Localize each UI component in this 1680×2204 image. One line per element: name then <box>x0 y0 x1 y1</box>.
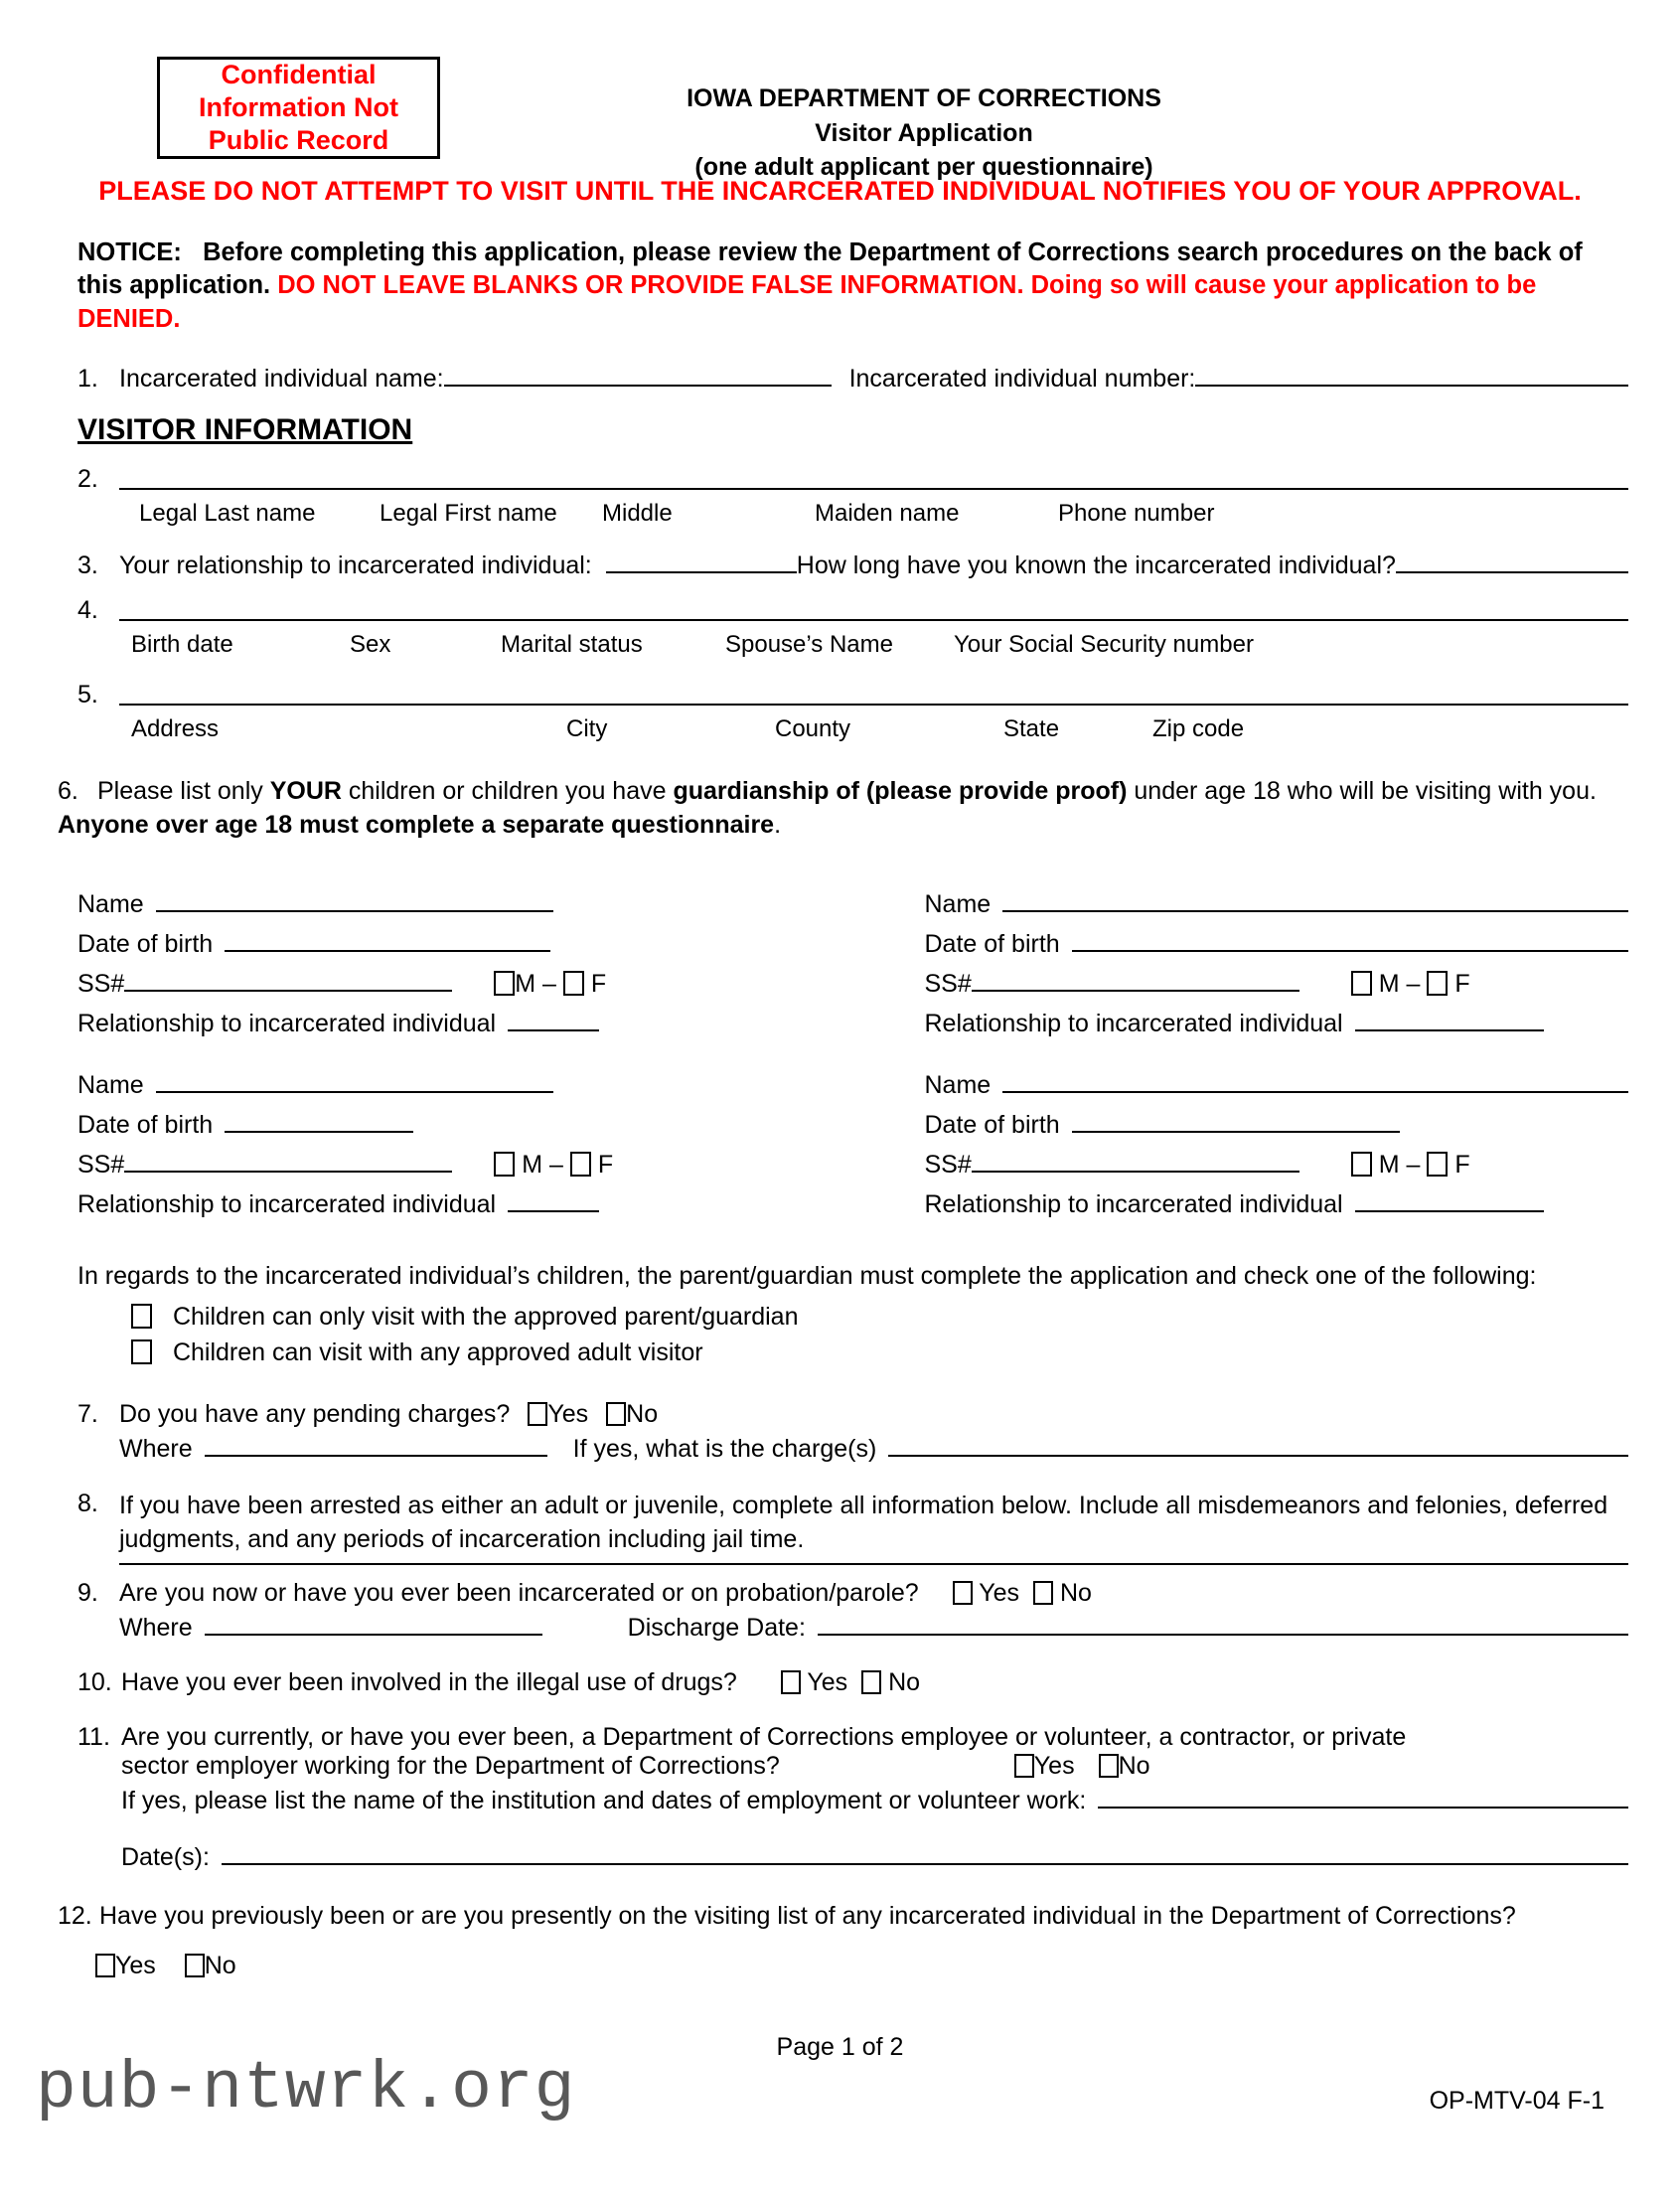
q12-question-label: Have you previously been or are you presently on the visiting list of any incarcerated individual in the Department of Corrections? <box>99 1902 1516 1931</box>
q6-text-3: under age 18 who will be visiting with you. <box>1127 777 1597 806</box>
q9-number: 9. <box>77 1578 98 1607</box>
child-3-dob-label: Date of birth <box>77 1110 214 1139</box>
q11-no-checkbox[interactable] <box>1099 1754 1119 1778</box>
child-3-name-input[interactable] <box>156 1065 553 1093</box>
child-3-ssn-input[interactable] <box>124 1145 452 1173</box>
child-entry-1 <box>77 884 853 1043</box>
child-4-relationship-label: Relationship to incarcerated individual <box>924 1189 1343 1218</box>
q6-text-1: Please list only <box>97 777 270 806</box>
question-2 <box>77 465 1628 534</box>
child-1-male-label: M <box>515 969 536 998</box>
child-2-female-label: F <box>1454 969 1470 998</box>
child-2-name-input[interactable] <box>1002 884 1628 912</box>
q2-captions <box>119 500 1628 534</box>
q9-yes-label: Yes <box>979 1578 1019 1607</box>
document-footer <box>0 2033 1680 2152</box>
q2-caption-legal-first-name: Legal First name <box>380 499 557 527</box>
guardian-note-text: In regards to the incarcerated individual’s children, the parent/guardian must complete the application and check one of the following: <box>77 1261 1537 1290</box>
child-4-ssn-label: SS# <box>924 1150 972 1179</box>
q3-number: 3. <box>77 551 98 580</box>
child-1-male-checkbox[interactable] <box>494 971 515 996</box>
q11-line-2: sector employer working for the Department of Corrections? <box>121 1751 780 1780</box>
q7-question-label: Do you have any pending charges? <box>119 1399 511 1428</box>
notice-red-text: DO NOT LEAVE BLANKS OR PROVIDE FALSE INFORMATION. Doing so will cause your application to be DENIED. <box>77 271 1537 334</box>
child-1-name-label: Name <box>77 889 144 918</box>
question-1 <box>77 359 1628 394</box>
child-1-relationship-label: Relationship to incarcerated individual <box>77 1009 497 1037</box>
child-4-female-label: F <box>1454 1150 1470 1179</box>
q6-text-2: children or children you have <box>341 777 674 806</box>
question-4 <box>77 596 1628 665</box>
q4-caption-spouse-name: Spouse’s Name <box>725 631 893 659</box>
child-entry-2 <box>853 884 1629 1043</box>
q4-caption-ssn: Your Social Security number <box>954 631 1254 659</box>
q6-number: 6. <box>58 777 78 806</box>
question-12 <box>58 1900 1628 1980</box>
child-2-male-checkbox[interactable] <box>1351 971 1372 996</box>
child-3-relationship-label: Relationship to incarcerated individual <box>77 1189 497 1218</box>
q1-number-input[interactable] <box>1195 359 1628 387</box>
guardian-option-1-checkbox[interactable] <box>131 1304 152 1329</box>
child-3-female-checkbox[interactable] <box>570 1152 591 1177</box>
q12-number: 12. <box>58 1902 92 1931</box>
child-4-female-checkbox[interactable] <box>1427 1152 1448 1177</box>
title-block <box>427 81 1421 185</box>
q9-where-label: Where <box>119 1613 193 1642</box>
guardian-option-1[interactable] <box>131 1301 1628 1335</box>
q9-discharge-input[interactable] <box>818 1608 1628 1636</box>
child-1-name-input[interactable] <box>156 884 553 912</box>
child-4-name-label: Name <box>924 1070 992 1099</box>
q3-duration-input[interactable] <box>1396 546 1628 573</box>
q10-no-label: No <box>888 1667 921 1696</box>
q4-caption-birth-date: Birth date <box>131 631 233 659</box>
confidential-stamp <box>157 57 440 159</box>
child-4-dob-input[interactable] <box>1072 1105 1400 1133</box>
q2-caption-phone-number: Phone number <box>1058 499 1215 527</box>
q9-no-label: No <box>1059 1578 1092 1607</box>
q5-caption-city: City <box>566 715 608 743</box>
question-8 <box>77 1490 1628 1565</box>
q6-bold-separate-questionnaire: Anyone over age 18 must complete a separate questionnaire <box>58 810 775 839</box>
q11-yes-checkbox[interactable] <box>1014 1754 1034 1778</box>
q2-number: 2. <box>77 464 98 493</box>
child-4-male-checkbox[interactable] <box>1351 1152 1372 1177</box>
question-9 <box>77 1579 1628 1643</box>
child-3-dob-input[interactable] <box>225 1105 413 1133</box>
child-4-name-input[interactable] <box>1002 1065 1628 1093</box>
guardian-option-2[interactable] <box>131 1337 1628 1370</box>
q9-yes-checkbox[interactable] <box>953 1581 973 1605</box>
child-4-male-label: M <box>1378 1150 1400 1179</box>
confidential-line-1: Confidential <box>221 60 377 90</box>
q6-text-4: . <box>774 810 782 839</box>
q7-yes-label: Yes <box>547 1399 589 1428</box>
child-1-relationship-input[interactable] <box>508 1004 599 1031</box>
q11-yes-label: Yes <box>1033 1751 1075 1780</box>
child-1-dash: – <box>542 969 556 998</box>
q7-number: 7. <box>77 1399 98 1428</box>
children-block-row-1 <box>77 884 1628 1043</box>
child-1-female-label: F <box>590 969 607 998</box>
question-3 <box>77 546 1628 580</box>
child-4-relationship-input[interactable] <box>1355 1184 1544 1212</box>
q8-answer-line[interactable] <box>119 1563 1628 1565</box>
notice-black-text: Before completing this application, please review the Department of Corrections search procedures on the back of this application. <box>77 237 1583 300</box>
q10-no-checkbox[interactable] <box>861 1670 881 1694</box>
q11-line-1: Are you currently, or have you ever been, a Department of Corrections employee or volunteer, a contractor, or private <box>121 1722 1407 1751</box>
q11-institution-input[interactable] <box>1098 1781 1628 1809</box>
question-7 <box>77 1400 1628 1464</box>
q3-relationship-label: Your relationship to incarcerated individual: <box>119 551 592 580</box>
q7-no-label: No <box>626 1399 659 1428</box>
q4-number: 4. <box>77 596 98 625</box>
q2-caption-legal-last-name: Legal Last name <box>139 499 316 527</box>
child-3-name-label: Name <box>77 1070 144 1099</box>
q7-where-input[interactable] <box>205 1429 547 1457</box>
document-header <box>0 30 1680 181</box>
q12-yes-checkbox[interactable] <box>95 1954 115 1977</box>
q7-yes-checkbox[interactable] <box>528 1402 547 1426</box>
q1-number: 1. <box>77 364 98 393</box>
child-2-dash: – <box>1406 969 1421 998</box>
q4-input-line[interactable] <box>119 619 1628 621</box>
q3-duration-label: How long have you known the incarcerated individual? <box>796 551 1396 580</box>
q5-number: 5. <box>77 681 98 709</box>
child-1-dob-input[interactable] <box>225 924 550 952</box>
child-1-ssn-input[interactable] <box>124 964 452 992</box>
child-2-relationship-label: Relationship to incarcerated individual <box>924 1009 1343 1037</box>
child-4-ssn-input[interactable] <box>972 1145 1299 1173</box>
q2-input-line[interactable] <box>119 488 1628 490</box>
q5-caption-address: Address <box>131 715 220 743</box>
q10-question-label: Have you ever been involved in the illegal use of drugs? <box>121 1667 737 1696</box>
child-3-dash: – <box>549 1150 563 1179</box>
q8-text: If you have been arrested as either an adult or juvenile, complete all information below. Include all misdemeanors and felonies, deferred judgments, and any periods of incarceration including jail time. <box>119 1492 1608 1553</box>
question-11 <box>77 1723 1628 1873</box>
form-code: OP-MTV-04 F-1 <box>1429 2087 1604 2115</box>
child-1-female-checkbox[interactable] <box>563 971 584 996</box>
q11-dates-label: Date(s): <box>121 1843 210 1872</box>
q8-number: 8. <box>77 1490 98 1518</box>
q10-number: 10. <box>77 1667 112 1696</box>
q5-caption-state: State <box>1003 715 1060 743</box>
q12-yes-label: Yes <box>115 1952 156 1980</box>
q9-discharge-label: Discharge Date: <box>627 1613 806 1642</box>
child-3-male-label: M <box>522 1150 543 1179</box>
child-2-female-checkbox[interactable] <box>1427 971 1448 996</box>
child-2-name-label: Name <box>924 889 992 918</box>
q11-number: 11. <box>77 1722 110 1751</box>
question-10 <box>77 1668 1628 1697</box>
q6-bold-guardianship: guardianship of (please provide proof) <box>673 777 1128 806</box>
child-3-ssn-label: SS# <box>77 1150 125 1179</box>
child-4-dash: – <box>1406 1150 1421 1179</box>
q4-caption-sex: Sex <box>350 631 391 659</box>
q7-where-label: Where <box>119 1435 193 1464</box>
q7-charges-input[interactable] <box>888 1429 1628 1457</box>
q9-no-checkbox[interactable] <box>1033 1581 1053 1605</box>
q7-charges-label: If yes, what is the charge(s) <box>572 1435 877 1464</box>
child-3-relationship-input[interactable] <box>508 1184 599 1212</box>
child-2-dob-input[interactable] <box>1072 924 1628 952</box>
q10-yes-label: Yes <box>807 1667 848 1696</box>
form-subtitle: (one adult applicant per questionnaire) <box>694 153 1153 181</box>
q4-caption-marital-status: Marital status <box>501 631 643 659</box>
question-6 <box>58 775 1628 843</box>
q11-dates-input[interactable] <box>222 1837 1628 1865</box>
q10-yes-checkbox[interactable] <box>781 1670 801 1694</box>
child-3-male-checkbox[interactable] <box>494 1152 515 1177</box>
watermark: pub-ntwrk.org <box>36 2051 576 2127</box>
q1-number-label: Incarcerated individual number: <box>848 364 1196 393</box>
guardian-option-2-label: Children can visit with any approved adult visitor <box>172 1338 703 1367</box>
child-1-dob-label: Date of birth <box>77 929 214 958</box>
agency-name: IOWA DEPARTMENT OF CORRECTIONS <box>687 84 1161 112</box>
children-block-row-2 <box>77 1065 1628 1224</box>
q2-caption-middle: Middle <box>602 499 673 527</box>
q12-no-label: No <box>204 1952 236 1980</box>
child-2-ssn-label: SS# <box>924 969 972 998</box>
child-3-female-label: F <box>597 1150 614 1179</box>
q9-where-input[interactable] <box>205 1608 542 1636</box>
guardian-option-1-label: Children can only visit with the approved parent/guardian <box>172 1303 799 1332</box>
child-1-ssn-label: SS# <box>77 969 125 998</box>
document-page <box>0 30 1680 2204</box>
q7-no-checkbox[interactable] <box>606 1402 626 1426</box>
notice-label: NOTICE: <box>77 237 182 266</box>
q5-caption-zip-code: Zip code <box>1152 715 1245 743</box>
q5-captions <box>119 715 1628 749</box>
child-4-dob-label: Date of birth <box>924 1110 1060 1139</box>
q1-name-input[interactable] <box>444 359 832 387</box>
q1-name-label: Incarcerated individual name: <box>119 364 444 393</box>
child-2-ssn-input[interactable] <box>972 964 1299 992</box>
page-number: Page 1 of 2 <box>776 2033 904 2061</box>
confidential-line-3: Public Record <box>208 124 389 155</box>
guardian-note <box>77 1260 1628 1370</box>
visitor-information-heading: VISITOR INFORMATION <box>77 412 413 446</box>
q11-no-label: No <box>1118 1751 1150 1780</box>
child-2-dob-label: Date of birth <box>924 929 1060 958</box>
q9-question-label: Are you now or have you ever been incarcerated or on probation/parole? <box>119 1578 919 1607</box>
form-title: Visitor Application <box>815 118 1033 147</box>
guardian-option-2-checkbox[interactable] <box>131 1339 152 1364</box>
q5-input-line[interactable] <box>119 704 1628 706</box>
question-5 <box>77 681 1628 749</box>
notice-paragraph <box>77 236 1622 337</box>
child-2-relationship-input[interactable] <box>1355 1004 1544 1031</box>
q4-captions <box>119 631 1628 665</box>
approval-warning-banner: PLEASE DO NOT ATTEMPT TO VISIT UNTIL THE INCARCERATED INDIVIDUAL NOTIFIES YOU OF YOUR APPROVAL. <box>98 176 1582 206</box>
q6-bold-your: YOUR <box>269 777 342 806</box>
child-entry-4 <box>853 1065 1629 1224</box>
q11-line-3: If yes, please list the name of the institution and dates of employment or volunteer work: <box>121 1787 1087 1815</box>
child-2-male-label: M <box>1378 969 1400 998</box>
q12-no-checkbox[interactable] <box>185 1954 205 1977</box>
q3-relationship-input[interactable] <box>606 546 797 573</box>
confidential-line-2: Information Not <box>199 92 398 123</box>
child-entry-3 <box>77 1065 853 1224</box>
q5-caption-county: County <box>775 715 851 743</box>
q2-caption-maiden-name: Maiden name <box>815 499 960 527</box>
